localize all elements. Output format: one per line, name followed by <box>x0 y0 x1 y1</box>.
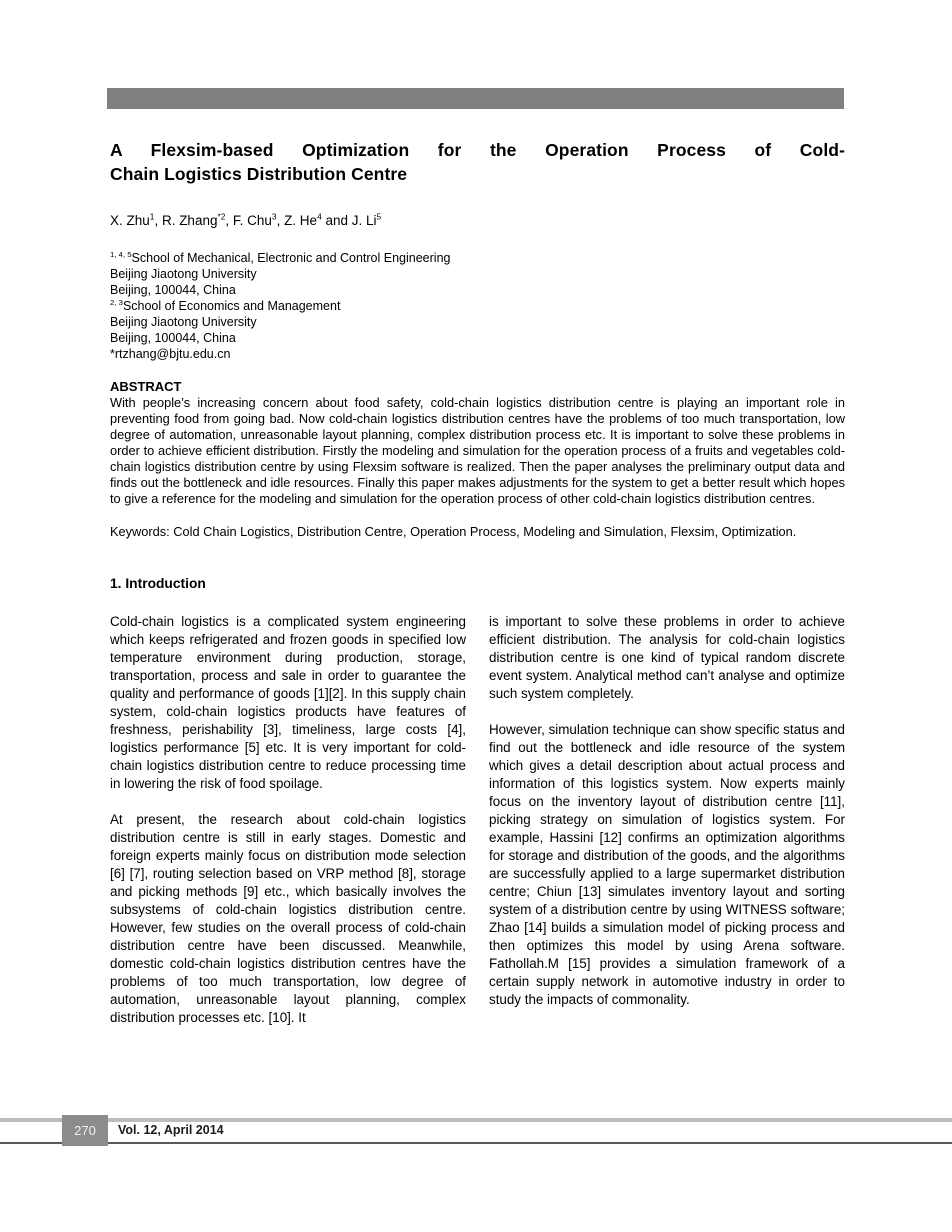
author-name: , F. Chu <box>225 213 272 228</box>
affiliation-line <box>110 282 845 298</box>
author-superscript: 3 <box>271 211 277 222</box>
author-line <box>110 212 845 229</box>
footer-rule-bottom <box>0 1142 952 1144</box>
keywords-line: Keywords: Cold Chain Logistics, Distribution Centre, Operation Process, Modeling and Simulation, Flexsim, Optimization. <box>110 524 797 539</box>
affiliation-text: Beijing Jiaotong University <box>110 267 257 281</box>
header-gray-bar <box>107 88 844 109</box>
affiliation-text: School of Economics and Management <box>122 299 341 313</box>
author-superscript: *2 <box>217 211 226 222</box>
right-column <box>489 613 845 1027</box>
affiliation-text: Beijing, 100044, China <box>110 331 236 345</box>
body-paragraph: Cold-chain logistics is a complicated system engineering which keeps refrigerated and frozen goods in specified low temperature environment during production, storage, transportation, process and sale in order to guarantee the quality and performance of goods [1][2]. In this supply chain system, cold-chain logistics products have features of freshness, perishability [3], timeliness, large costs [4], logistics performance [5] etc. It is very important for cold-chain logistics distribution centre to reduce processing time in lowering the risk of food spoilage. <box>110 614 466 791</box>
affiliation-line <box>110 266 845 282</box>
affiliation-line <box>110 330 845 346</box>
author-superscript: 5 <box>376 211 382 222</box>
page-number-badge <box>62 1115 108 1146</box>
affiliation-text: School of Mechanical, Electronic and Control Engineering <box>131 251 451 265</box>
body-paragraph: However, simulation technique can show specific status and find out the bottleneck and idle resource of the system which gives a detail description about actual process and information of this logistics system. Now experts mainly focus on the inventory layout of distribution centre [11], picking strategy on simulation of logistics system. For example, Hassini [12] confirms an optimization algorithms for storage and distribution of the goods, and the algorithms are successfully applied to a large supermarket distribution centre; Chiun [13] simulates inventory layout and sorting system of a distribution centre by using WITNESS software; Zhao [14] builds a simulation model of picking process and then optimizes this model by using Arena software. Fathollah.M [15] provides a simulation framework of a certain supply network in automotive industry in order to study the impacts of commonality. <box>489 722 845 1007</box>
author-superscript: 1 <box>149 211 155 222</box>
affiliation-line <box>110 298 845 314</box>
paper-title-line1: A Flexsim-based Optimization for the Operation Process of Cold- <box>110 140 845 160</box>
paper-title <box>110 138 845 186</box>
abstract-text: With people’s increasing concern about food safety, cold-chain logistics distribution centre is playing an important role in preventing food from going bad. Now cold-chain logistics distribution centres have the problems of too much transportation, low degree of automation, unreasonable layout planning, complex distribution process etc. It is important to solve these problems in order to achieve efficient distribution. Firstly the modeling and simulation for the operation process of a fruits and vegetables cold-chain logistics distribution centre by using Flexsim software is realized. Then the paper analyses the preliminary output data and finds out the bottleneck and idle resources. Finally this paper makes adjustments for the system to get a better result which hopes to give a reference for the modeling and simulation for the operation process of other cold-chain logistics distribution centres. <box>110 395 845 506</box>
affiliation-line <box>110 314 845 330</box>
author-name: and J. Li <box>321 213 377 228</box>
affiliation-superscript: 1, 4, 5 <box>110 249 132 259</box>
body-paragraph: is important to solve these problems in order to achieve efficient distribution. The analysis for cold-chain logistics distribution centre is one kind of typical random discrete event system. Analytical method can’t analyse and optimize such system completely. <box>489 614 845 701</box>
author-name: , R. Zhang <box>154 213 218 228</box>
affiliations-block <box>110 250 845 362</box>
affiliation-text: Beijing, 100044, China <box>110 283 236 297</box>
body-paragraph: At present, the research about cold-chain logistics distribution centre is still in early stages. Domestic and foreign experts mainly focus on distribution mode selection [6] [7], routing selection based on VRP method [8], storage and picking methods [9] etc., which basically involves the subsystems of cold-chain logistics distribution centre. However, few studies on the overall process of cold-chain distribution centre have been discussed. Meanwhile, domestic cold-chain logistics distribution centres have the problems of too much transportation, low degree of automation, unreasonable layout planning, complex distribution processes etc. [10]. It <box>110 812 466 1025</box>
affiliation-line-email <box>110 346 845 362</box>
two-column-body <box>110 613 845 1027</box>
affiliation-superscript: 2, 3 <box>110 297 123 307</box>
paper-title-line2: Chain Logistics Distribution Centre <box>110 164 408 184</box>
journal-issue-label: Vol. 12, April 2014 <box>118 1123 224 1137</box>
page-content <box>110 138 845 1027</box>
affiliation-text: Beijing Jiaotong University <box>110 315 257 329</box>
abstract-heading: ABSTRACT <box>110 379 182 394</box>
page-number: 270 <box>74 1123 96 1138</box>
author-name: X. Zhu <box>110 213 150 228</box>
left-column <box>110 613 466 1027</box>
corresponding-email: *rtzhang@bjtu.edu.cn <box>110 347 231 361</box>
section-heading-introduction: 1. Introduction <box>110 576 206 591</box>
affiliation-line <box>110 250 845 266</box>
author-superscript: 4 <box>317 211 322 222</box>
author-name: , Z. He <box>276 213 318 228</box>
